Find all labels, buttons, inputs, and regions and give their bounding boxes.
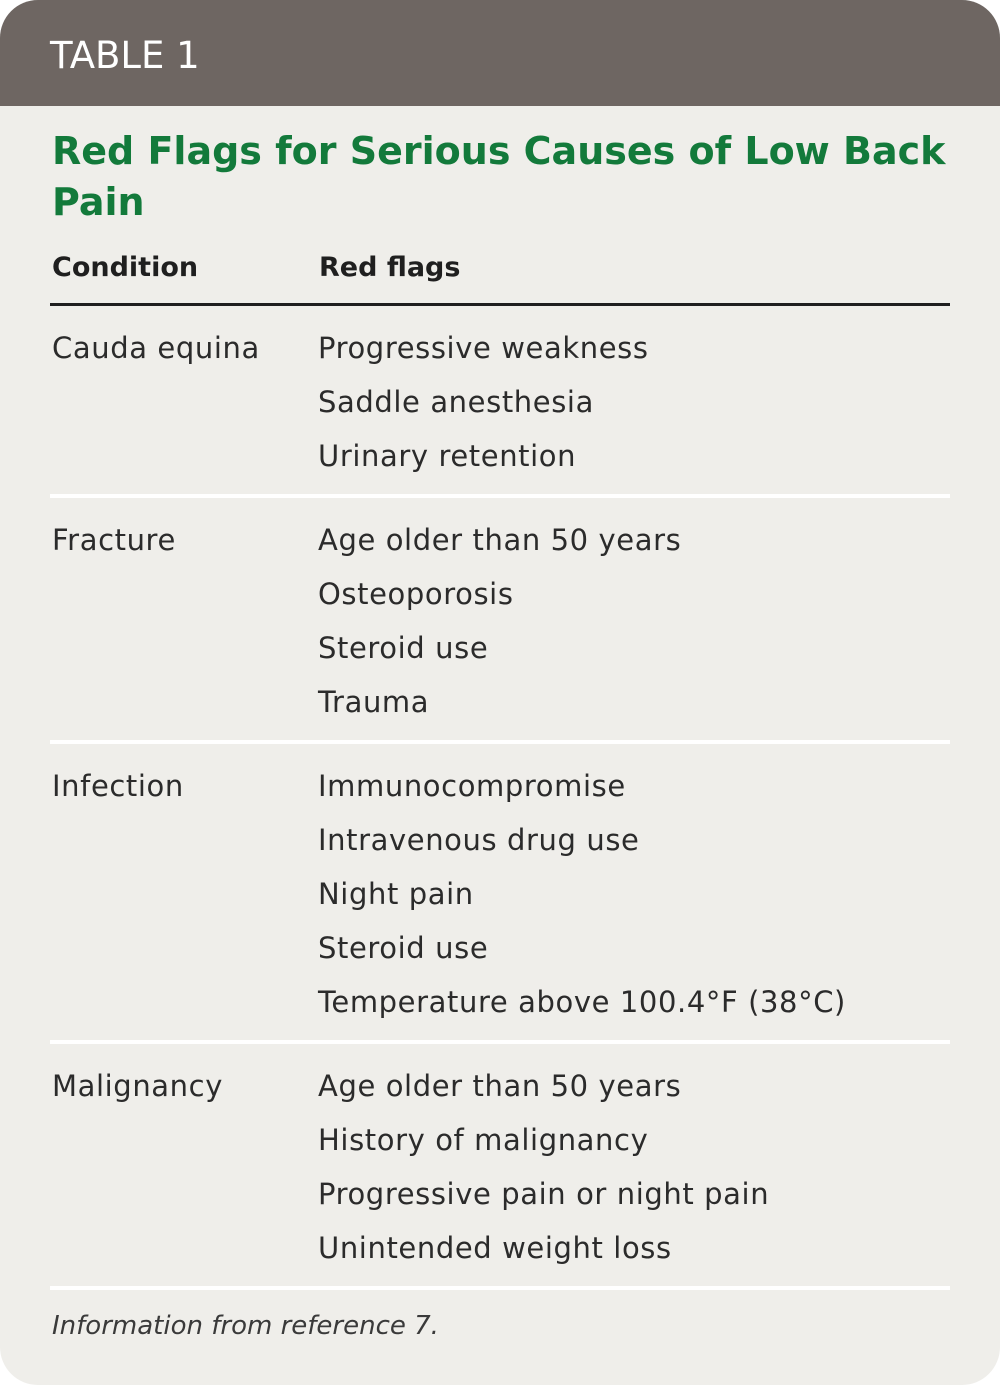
red-flag-item: Steroid use [318,631,489,665]
condition-cell: Malignancy [52,1069,223,1103]
red-flag-item: Urinary retention [318,439,577,473]
red-flag-item: Temperature above 100.4°F (38°C) [318,985,846,1019]
red-flag-item: Progressive weakness [318,331,649,365]
table-title: Red Flags for Serious Causes of Low Back Pain [52,129,946,224]
red-flag-item: Age older than 50 years [318,523,682,557]
red-flag-item: Saddle anesthesia [318,385,594,419]
row-divider [50,1040,950,1044]
condition-cell: Cauda equina [52,331,260,365]
table-number-label: TABLE 1 [50,34,200,77]
red-flag-item: Night pain [318,877,474,911]
header-band [0,0,1000,106]
column-header-condition: Condition [52,252,199,283]
red-flags-cell [318,321,649,483]
red-flags-cell [318,513,681,729]
red-flag-item: Intravenous drug use [318,823,640,857]
condition-cell: Infection [52,769,184,803]
row-divider [50,494,950,498]
red-flags-cell [318,759,846,1029]
red-flags-cell [318,1059,769,1275]
row-divider [50,1286,950,1290]
row-divider [50,740,950,744]
red-flag-item: Unintended weight loss [318,1231,672,1265]
red-flag-item: Trauma [318,685,430,719]
source-footnote: Information from reference 7. [52,1311,439,1341]
red-flag-item: History of malignancy [318,1123,649,1157]
red-flag-item: Age older than 50 years [318,1069,682,1103]
header-divider [50,303,950,306]
red-flag-item: Immunocompromise [318,769,626,803]
red-flag-item: Progressive pain or night pain [318,1177,770,1211]
column-header-red-flags: Red flags [319,252,461,283]
red-flag-item: Osteoporosis [318,577,514,611]
red-flag-item: Steroid use [318,931,489,965]
condition-cell: Fracture [52,523,176,557]
